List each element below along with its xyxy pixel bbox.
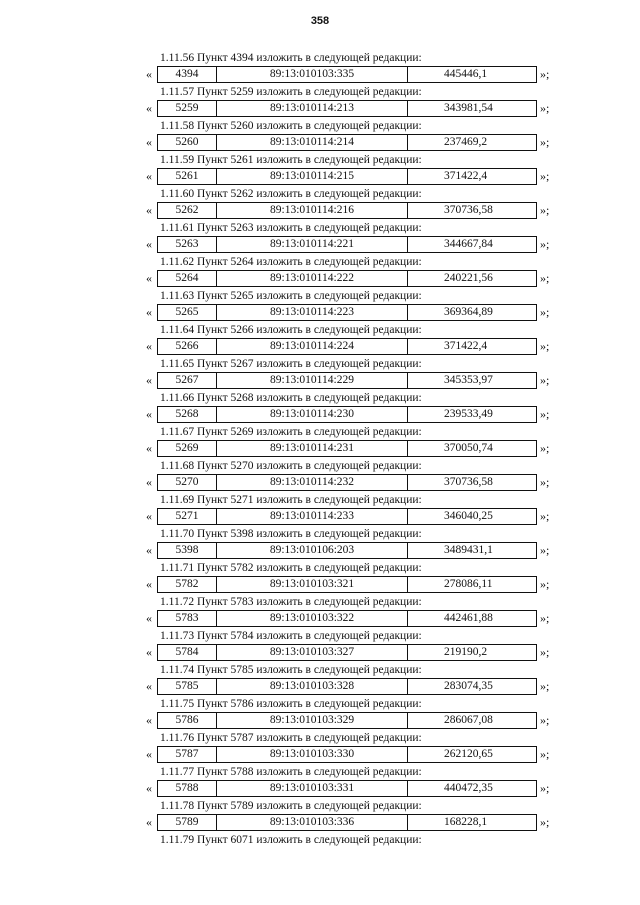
cell-item-number: 4394 [158, 67, 217, 82]
cell-item-number: 5783 [158, 611, 217, 626]
amendment-entry [0, 324, 640, 358]
cell-cadastral-number: 89:13:010114:216 [217, 203, 408, 218]
entry-heading: 1.11.56 Пункт 4394 изложить в следующей редакции: [160, 52, 422, 64]
table-cells [157, 712, 537, 729]
close-quote: »; [540, 101, 550, 115]
open-quote: « [146, 713, 152, 727]
close-quote: »; [540, 237, 550, 251]
close-quote: »; [540, 509, 550, 523]
cell-value: 440472,35 [444, 782, 493, 794]
open-quote: « [146, 577, 152, 591]
open-quote: « [146, 645, 152, 659]
table-row [0, 440, 640, 457]
open-quote: « [146, 373, 152, 387]
close-quote: »; [540, 305, 550, 319]
table-row [0, 270, 640, 287]
page-number: 358 [310, 15, 330, 27]
table-row [0, 134, 640, 151]
table-cells [157, 678, 537, 695]
table-row [0, 576, 640, 593]
close-quote: »; [540, 339, 550, 353]
open-quote: « [146, 543, 152, 557]
table-cells [157, 576, 537, 593]
table-cells [157, 270, 537, 287]
table-row [0, 372, 640, 389]
amendment-entry [0, 800, 640, 834]
cell-value: 219190,2 [444, 646, 488, 658]
amendment-entry [0, 392, 640, 426]
table-cells [157, 542, 537, 559]
close-quote: »; [540, 475, 550, 489]
open-quote: « [146, 441, 152, 455]
open-quote: « [146, 67, 152, 81]
cell-value: 370736,58 [444, 476, 493, 488]
cell-item-number: 5260 [158, 135, 217, 150]
cell-item-number: 5788 [158, 781, 217, 796]
entry-heading: 1.11.66 Пункт 5268 изложить в следующей редакции: [160, 392, 422, 404]
amendment-entry [0, 460, 640, 494]
entry-heading: 1.11.73 Пункт 5784 изложить в следующей редакции: [160, 630, 422, 642]
amendment-entry [0, 52, 640, 86]
cell-cadastral-number: 89:13:010103:336 [217, 815, 408, 830]
cell-value: 237469,2 [444, 136, 488, 148]
close-quote: »; [540, 135, 550, 149]
entry-heading: 1.11.71 Пункт 5782 изложить в следующей редакции: [160, 562, 422, 574]
close-quote: »; [540, 203, 550, 217]
entry-heading: 1.11.77 Пункт 5788 изложить в следующей редакции: [160, 766, 422, 778]
cell-cadastral-number: 89:13:010103:322 [217, 611, 408, 626]
cell-value: 369364,89 [444, 306, 493, 318]
cell-item-number: 5782 [158, 577, 217, 592]
close-quote: »; [540, 169, 550, 183]
cell-cadastral-number: 89:13:010114:223 [217, 305, 408, 320]
table-cells [157, 508, 537, 525]
table-row [0, 168, 640, 185]
cell-cadastral-number: 89:13:010114:231 [217, 441, 408, 456]
open-quote: « [146, 815, 152, 829]
cell-item-number: 5265 [158, 305, 217, 320]
cell-cadastral-number: 89:13:010103:329 [217, 713, 408, 728]
amendment-entry [0, 766, 640, 800]
entry-heading: 1.11.72 Пункт 5783 изложить в следующей редакции: [160, 596, 422, 608]
cell-item-number: 5785 [158, 679, 217, 694]
amendment-entry [0, 188, 640, 222]
cell-value: 370736,58 [444, 204, 493, 216]
cell-value: 445446,1 [444, 68, 488, 80]
amendment-entry [0, 732, 640, 766]
cell-value: 240221,56 [444, 272, 493, 284]
cell-value: 3489431,1 [444, 544, 493, 556]
table-cells [157, 406, 537, 423]
table-cells [157, 66, 537, 83]
table-row [0, 814, 640, 831]
entry-heading-final: 1.11.79 Пункт 6071 изложить в следующей редакции: [160, 834, 422, 846]
entry-heading: 1.11.63 Пункт 5265 изложить в следующей редакции: [160, 290, 422, 302]
cell-cadastral-number: 89:13:010114:229 [217, 373, 408, 388]
amendment-entry [0, 290, 640, 324]
entry-heading: 1.11.75 Пункт 5786 изложить в следующей редакции: [160, 698, 422, 710]
table-cells [157, 644, 537, 661]
table-cells [157, 236, 537, 253]
cell-value: 262120,65 [444, 748, 493, 760]
cell-item-number: 5271 [158, 509, 217, 524]
open-quote: « [146, 271, 152, 285]
close-quote: »; [540, 679, 550, 693]
entry-heading: 1.11.65 Пункт 5267 изложить в следующей редакции: [160, 358, 422, 370]
cell-cadastral-number: 89:13:010114:230 [217, 407, 408, 422]
amendment-entry [0, 120, 640, 154]
table-cells [157, 474, 537, 491]
table-cells [157, 168, 537, 185]
table-row [0, 712, 640, 729]
amendment-entry [0, 86, 640, 120]
cell-item-number: 5269 [158, 441, 217, 456]
open-quote: « [146, 509, 152, 523]
cell-cadastral-number: 89:13:010103:331 [217, 781, 408, 796]
entry-heading: 1.11.68 Пункт 5270 изложить в следующей редакции: [160, 460, 422, 472]
table-row [0, 236, 640, 253]
amendment-entry [0, 630, 640, 664]
cell-cadastral-number: 89:13:010114:232 [217, 475, 408, 490]
cell-item-number: 5264 [158, 271, 217, 286]
table-cells [157, 610, 537, 627]
entry-heading: 1.11.62 Пункт 5264 изложить в следующей редакции: [160, 256, 422, 268]
cell-item-number: 5786 [158, 713, 217, 728]
table-row [0, 304, 640, 321]
cell-cadastral-number: 89:13:010114:221 [217, 237, 408, 252]
table-row [0, 338, 640, 355]
cell-cadastral-number: 89:13:010103:328 [217, 679, 408, 694]
cell-item-number: 5789 [158, 815, 217, 830]
cell-item-number: 5787 [158, 747, 217, 762]
amendment-entry [0, 664, 640, 698]
open-quote: « [146, 747, 152, 761]
open-quote: « [146, 475, 152, 489]
table-row [0, 66, 640, 83]
close-quote: »; [540, 543, 550, 557]
amendment-entry [0, 426, 640, 460]
cell-item-number: 5266 [158, 339, 217, 354]
cell-cadastral-number: 89:13:010114:222 [217, 271, 408, 286]
open-quote: « [146, 679, 152, 693]
cell-item-number: 5268 [158, 407, 217, 422]
close-quote: »; [540, 271, 550, 285]
table-cells [157, 134, 537, 151]
cell-cadastral-number: 89:13:010103:330 [217, 747, 408, 762]
entry-heading: 1.11.57 Пункт 5259 изложить в следующей редакции: [160, 86, 422, 98]
cell-value: 239533,49 [444, 408, 493, 420]
amendment-entry [0, 222, 640, 256]
open-quote: « [146, 407, 152, 421]
close-quote: »; [540, 645, 550, 659]
close-quote: »; [540, 713, 550, 727]
table-cells [157, 100, 537, 117]
cell-item-number: 5261 [158, 169, 217, 184]
cell-item-number: 5784 [158, 645, 217, 660]
table-row [0, 508, 640, 525]
cell-cadastral-number: 89:13:010114:214 [217, 135, 408, 150]
open-quote: « [146, 611, 152, 625]
cell-value: 286067,08 [444, 714, 493, 726]
cell-value: 283074,35 [444, 680, 493, 692]
entry-heading: 1.11.74 Пункт 5785 изложить в следующей редакции: [160, 664, 422, 676]
amendment-entry [0, 528, 640, 562]
table-cells [157, 746, 537, 763]
cell-cadastral-number: 89:13:010114:224 [217, 339, 408, 354]
table-cells [157, 372, 537, 389]
amendment-entry [0, 494, 640, 528]
entry-heading: 1.11.70 Пункт 5398 изложить в следующей редакции: [160, 528, 422, 540]
cell-item-number: 5267 [158, 373, 217, 388]
open-quote: « [146, 305, 152, 319]
cell-value: 370050,74 [444, 442, 493, 454]
close-quote: »; [540, 441, 550, 455]
table-row [0, 610, 640, 627]
open-quote: « [146, 781, 152, 795]
close-quote: »; [540, 781, 550, 795]
cell-value: 344667,84 [444, 238, 493, 250]
open-quote: « [146, 203, 152, 217]
cell-cadastral-number: 89:13:010106:203 [217, 543, 408, 558]
table-cells [157, 814, 537, 831]
cell-cadastral-number: 89:13:010103:327 [217, 645, 408, 660]
amendment-entry [0, 596, 640, 630]
amendment-entry [0, 698, 640, 732]
table-row [0, 746, 640, 763]
cell-value: 346040,25 [444, 510, 493, 522]
cell-cadastral-number: 89:13:010114:233 [217, 509, 408, 524]
entry-heading: 1.11.59 Пункт 5261 изложить в следующей редакции: [160, 154, 422, 166]
cell-value: 343981,54 [444, 102, 493, 114]
entry-heading: 1.11.69 Пункт 5271 изложить в следующей редакции: [160, 494, 422, 506]
open-quote: « [146, 101, 152, 115]
amendment-list [0, 52, 640, 846]
cell-item-number: 5270 [158, 475, 217, 490]
close-quote: »; [540, 611, 550, 625]
open-quote: « [146, 169, 152, 183]
cell-value: 371422,4 [444, 170, 488, 182]
close-quote: »; [540, 373, 550, 387]
amendment-entry [0, 154, 640, 188]
cell-value: 345353,97 [444, 374, 493, 386]
cell-item-number: 5262 [158, 203, 217, 218]
cell-value: 442461,88 [444, 612, 493, 624]
table-cells [157, 338, 537, 355]
amendment-entry [0, 256, 640, 290]
table-cells [157, 780, 537, 797]
cell-item-number: 5259 [158, 101, 217, 116]
table-row [0, 406, 640, 423]
open-quote: « [146, 339, 152, 353]
table-row [0, 542, 640, 559]
cell-item-number: 5263 [158, 237, 217, 252]
amendment-entry [0, 562, 640, 596]
close-quote: »; [540, 67, 550, 81]
close-quote: »; [540, 407, 550, 421]
table-cells [157, 304, 537, 321]
close-quote: »; [540, 815, 550, 829]
entry-heading: 1.11.60 Пункт 5262 изложить в следующей редакции: [160, 188, 422, 200]
table-cells [157, 202, 537, 219]
entry-heading: 1.11.58 Пункт 5260 изложить в следующей редакции: [160, 120, 422, 132]
cell-cadastral-number: 89:13:010103:321 [217, 577, 408, 592]
open-quote: « [146, 135, 152, 149]
table-row [0, 644, 640, 661]
table-cells [157, 440, 537, 457]
cell-item-number: 5398 [158, 543, 217, 558]
cell-cadastral-number: 89:13:010114:215 [217, 169, 408, 184]
cell-value: 278086,11 [444, 578, 493, 590]
cell-value: 371422,4 [444, 340, 488, 352]
table-row [0, 202, 640, 219]
cell-cadastral-number: 89:13:010114:213 [217, 101, 408, 116]
amendment-entry [0, 358, 640, 392]
table-row [0, 100, 640, 117]
open-quote: « [146, 237, 152, 251]
entry-heading: 1.11.76 Пункт 5787 изложить в следующей редакции: [160, 732, 422, 744]
table-row [0, 780, 640, 797]
entry-heading: 1.11.64 Пункт 5266 изложить в следующей редакции: [160, 324, 422, 336]
entry-heading: 1.11.61 Пункт 5263 изложить в следующей редакции: [160, 222, 422, 234]
table-row [0, 474, 640, 491]
cell-value: 168228,1 [444, 816, 488, 828]
close-quote: »; [540, 747, 550, 761]
cell-cadastral-number: 89:13:010103:335 [217, 67, 408, 82]
table-row [0, 678, 640, 695]
close-quote: »; [540, 577, 550, 591]
entry-heading: 1.11.78 Пункт 5789 изложить в следующей редакции: [160, 800, 422, 812]
entry-heading: 1.11.67 Пункт 5269 изложить в следующей редакции: [160, 426, 422, 438]
